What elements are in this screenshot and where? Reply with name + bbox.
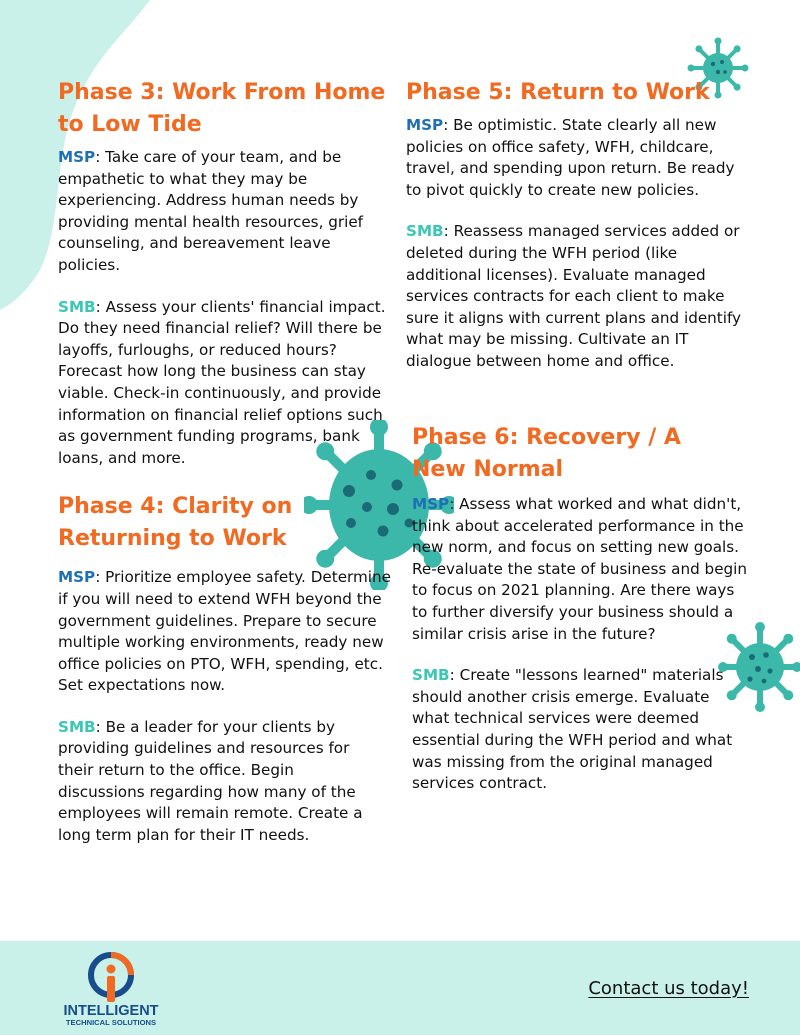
phase5-msp-text: : Be optimistic. State clearly all new policies on office safety, WFH, childcare, travel, and spending upon return. Be ready to pivot quickly to create new policies. bbox=[406, 116, 735, 199]
phase5-smb-paragraph bbox=[406, 221, 744, 372]
right-column-bottom bbox=[412, 422, 750, 795]
logo-text: INTELLIGENT bbox=[63, 1003, 159, 1019]
smb-label: SMB bbox=[412, 666, 450, 685]
phase3-msp-text: : Take care of your team, and be empathetic to what they may be experiencing. Address human needs by providing mental health resources, grief counseling, and bereavement leave policies. bbox=[58, 148, 364, 274]
phase5-msp-paragraph bbox=[406, 115, 744, 201]
phase6-msp-text: : Assess what worked and what didn't, think about accelerated performance in the new norm, and focus on setting new goals. Re-evaluate the state of business and begin to focus on 2021 planning. Are there ways to further diversify your business should a similar crisis arise in the future? bbox=[412, 495, 748, 643]
phase4-smb-paragraph bbox=[58, 717, 380, 847]
smb-label: SMB bbox=[58, 297, 96, 316]
phase6-smb-paragraph bbox=[412, 665, 742, 795]
phase4-msp-paragraph bbox=[58, 567, 394, 697]
phase4-title: Phase 4: Clarity on Returning to Work bbox=[58, 494, 293, 552]
phase5-title: Phase 5: Return to Work bbox=[406, 80, 710, 105]
msp-label: MSP bbox=[406, 116, 444, 134]
left-column bbox=[58, 77, 394, 846]
phase4-msp-text: : Prioritize employee safety. Determine if you will need to extend WFH beyond the government guidelines. Prepare to secure multiple working environments, ready new office policies on PTO, WFH, spending, etc. Set expectations now. bbox=[58, 568, 391, 695]
phase5-smb-text: : Reassess managed services added or deleted during the WFH period (like additional licenses). Evaluate managed services contracts for each client to make sure it aligns with current plans and identify what may be missing. Cultivate an IT dialogue between home and office. bbox=[406, 222, 742, 370]
msp-label: MSP bbox=[58, 568, 96, 587]
phase3-title: Phase 3: Work From Home to Low Tide bbox=[58, 80, 386, 137]
msp-label: MSP bbox=[58, 148, 96, 166]
phase3-msp-paragraph bbox=[58, 147, 394, 277]
footer bbox=[0, 941, 800, 1035]
smb-label: SMB bbox=[406, 222, 444, 241]
msp-label: MSP bbox=[412, 495, 450, 513]
phase6-title: Phase 6: Recovery / A New Normal bbox=[412, 425, 681, 482]
contact-us-link[interactable]: Contact us today! bbox=[588, 978, 749, 999]
right-column-top bbox=[406, 77, 744, 373]
phase3-smb-paragraph bbox=[58, 297, 394, 470]
company-logo bbox=[56, 951, 166, 1031]
logo-subtext: TECHNICAL SOLUTIONS bbox=[65, 1018, 157, 1027]
smb-label: SMB bbox=[58, 717, 96, 736]
phase6-msp-paragraph bbox=[412, 494, 750, 645]
phase3-smb-text: : Assess your clients' financial impact. Do they need financial relief? Will there be layoffs, furloughs, or reduced hours? Forecast how long the business can stay viable. Check-in continuously, and provide information on financial relief options such as government funding programs, bank loans, and more. bbox=[58, 297, 386, 467]
phase4-smb-text: : Be a leader for your clients by providing guidelines and resources for their return to the office. Begin discussions regarding how many of the employees will remain remote. Create a long term plan for their IT needs. bbox=[58, 717, 363, 844]
phase6-smb-text: : Create "lessons learned" materials should another crisis emerge. Evaluate what technical services were deemed essential during the WFH period and what was missing from the original managed services contract. bbox=[412, 666, 733, 793]
logo-icon bbox=[84, 951, 138, 1007]
